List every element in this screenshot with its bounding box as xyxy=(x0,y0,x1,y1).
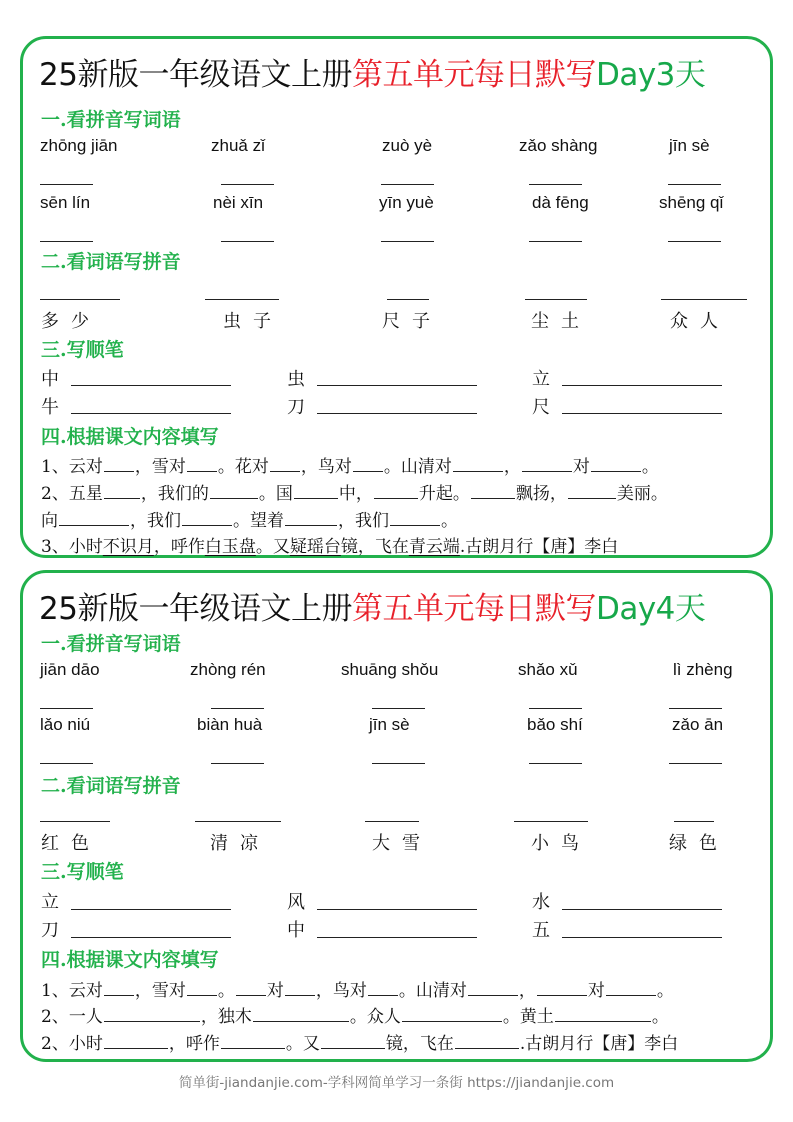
word-prompt: 虫子 xyxy=(223,311,283,332)
answer-line[interactable] xyxy=(525,299,587,300)
answer-line[interactable] xyxy=(372,763,425,764)
section-stroke-order: 三.写顺笔 xyxy=(41,339,124,361)
answer-line[interactable] xyxy=(71,385,231,386)
text-span: ，鸟对 xyxy=(300,457,352,477)
pinyin-prompt: shuāng shǒu xyxy=(341,660,439,679)
fill-blank[interactable] xyxy=(555,1007,651,1022)
answer-line[interactable] xyxy=(372,708,425,709)
pinyin-prompt: jiān dāo xyxy=(40,660,100,679)
fill-blank[interactable] xyxy=(253,1007,349,1022)
text-span: 对 xyxy=(572,457,590,477)
stroke-char: 刀 xyxy=(287,397,305,418)
text-span: 升起。 xyxy=(418,484,470,504)
fill-blank[interactable] xyxy=(568,484,616,499)
section-pinyin-to-words: 一.看拼音写词语 xyxy=(41,633,181,655)
fill-blank[interactable] xyxy=(104,484,140,499)
text-span: 25新版一年级语文上册 xyxy=(39,591,352,627)
worksheet-day3 xyxy=(20,36,773,558)
text-span: 。花对 xyxy=(217,457,269,477)
pinyin-prompt: zǎo shàng xyxy=(519,136,598,155)
fill-blank[interactable] xyxy=(294,484,338,499)
text-span: ，鸟对 xyxy=(315,981,367,1001)
answer-line[interactable] xyxy=(71,413,231,414)
text-span: ，雪对 xyxy=(134,981,186,1001)
word-prompt: 绿色 xyxy=(669,833,729,854)
section-words-to-pinyin: 二.看词语写拼音 xyxy=(41,775,181,797)
answer-line[interactable] xyxy=(669,763,722,764)
fill-line-1 xyxy=(41,976,674,1001)
text-span: 3、小时 xyxy=(41,537,103,557)
text-span: 2、小时 xyxy=(41,1034,103,1054)
worksheet-day4 xyxy=(20,570,773,1062)
section-fill-in: 四.根据课文内容填写 xyxy=(41,426,219,448)
fill-blank[interactable] xyxy=(104,981,134,996)
word-prompt: 众人 xyxy=(670,311,730,332)
answer-line[interactable] xyxy=(365,821,419,822)
stroke-char: 虫 xyxy=(287,369,305,390)
fill-blank[interactable] xyxy=(187,981,217,996)
text-span: 2、一人 xyxy=(41,1007,103,1027)
pinyin-prompt: zhòng rén xyxy=(190,660,266,679)
fill-blank[interactable] xyxy=(606,981,656,996)
pinyin-prompt: biàn huà xyxy=(197,715,263,734)
answer-line[interactable] xyxy=(40,708,93,709)
answer-line[interactable] xyxy=(669,708,722,709)
text-span: 第五单元每日默写 xyxy=(351,57,596,93)
text-span: .古朗月行【唐】李白 xyxy=(519,1034,679,1054)
word-prompt: 小鸟 xyxy=(531,833,591,854)
stroke-char: 水 xyxy=(532,892,550,913)
text-span: 。黄土 xyxy=(502,1007,554,1027)
text-span: 青云端 xyxy=(408,537,460,557)
fill-blank[interactable] xyxy=(522,457,572,472)
stroke-char: 刀 xyxy=(41,920,59,941)
word-prompt: 尺子 xyxy=(382,311,442,332)
fill-blank[interactable] xyxy=(455,1034,519,1049)
fill-blank[interactable] xyxy=(390,511,440,526)
fill-line-4 xyxy=(41,532,618,557)
text-span: 不识月 xyxy=(102,537,154,557)
text-span: ，我们 xyxy=(130,511,181,531)
pinyin-prompt: shǎo xǔ xyxy=(518,660,578,679)
text-span: ， xyxy=(503,457,521,477)
pinyin-prompt: bǎo shí xyxy=(527,715,583,734)
pinyin-prompt: zhuǎ zǐ xyxy=(211,136,265,155)
fill-blank[interactable] xyxy=(537,981,587,996)
answer-line[interactable] xyxy=(562,413,722,414)
fill-line-3 xyxy=(41,1029,678,1054)
text-span: ，独木 xyxy=(200,1007,252,1027)
text-span: 美丽。 xyxy=(616,484,668,504)
fill-blank[interactable] xyxy=(453,457,503,472)
text-span: ，我们 xyxy=(338,511,389,531)
pinyin-prompt: lǎo niú xyxy=(40,715,91,734)
fill-blank[interactable] xyxy=(285,511,337,526)
stroke-char: 立 xyxy=(532,369,550,390)
text-span: 镜，飞在 xyxy=(385,1034,454,1054)
fill-blank[interactable] xyxy=(210,484,258,499)
fill-blank[interactable] xyxy=(104,1007,200,1022)
text-span: ， xyxy=(518,981,536,1001)
fill-blank[interactable] xyxy=(591,457,641,472)
answer-line[interactable] xyxy=(381,241,434,242)
pinyin-prompt: jīn sè xyxy=(369,715,410,734)
text-span: 。 xyxy=(656,981,674,1001)
text-span: Day3天 xyxy=(595,57,706,93)
fill-blank[interactable] xyxy=(468,981,518,996)
text-span: 。 xyxy=(641,457,659,477)
pinyin-prompt: jīn sè xyxy=(669,136,710,155)
answer-line[interactable] xyxy=(562,909,722,910)
text-span: 中， xyxy=(338,484,373,504)
text-span: 疑瑶台 xyxy=(289,537,341,557)
section-stroke-order: 三.写顺笔 xyxy=(41,861,124,883)
answer-line[interactable] xyxy=(71,909,231,910)
answer-line[interactable] xyxy=(40,821,110,822)
site-footer: 简单街-jiandanjie.com-学科网简单学习一条街 https://jiandanjie.com xyxy=(178,1075,615,1091)
answer-line[interactable] xyxy=(529,763,582,764)
stroke-char: 中 xyxy=(41,369,59,390)
answer-line[interactable] xyxy=(40,184,93,185)
pinyin-prompt: zuò yè xyxy=(382,136,433,155)
text-span: 1、云对 xyxy=(41,981,103,1001)
answer-line[interactable] xyxy=(195,821,281,822)
text-span: 。山清对 xyxy=(398,981,467,1001)
text-span: 。众人 xyxy=(349,1007,401,1027)
stroke-char: 五 xyxy=(532,920,550,941)
stroke-char: 立 xyxy=(41,892,59,913)
fill-blank[interactable] xyxy=(221,1034,285,1049)
stroke-char: 风 xyxy=(287,892,305,913)
answer-line[interactable] xyxy=(221,184,274,185)
answer-line[interactable] xyxy=(40,763,93,764)
word-prompt: 清凉 xyxy=(210,833,270,854)
word-prompt: 多少 xyxy=(41,311,101,332)
answer-line[interactable] xyxy=(562,385,722,386)
text-span: 向 xyxy=(41,511,58,531)
pinyin-prompt: sēn lín xyxy=(40,193,91,212)
pinyin-prompt: shēng qǐ xyxy=(659,193,724,212)
text-span: 对 xyxy=(587,981,605,1001)
text-span: 2、五星 xyxy=(41,484,103,504)
text-span: 25新版一年级语文上册 xyxy=(39,57,352,93)
fill-blank[interactable] xyxy=(471,484,515,499)
text-span: ，雪对 xyxy=(134,457,186,477)
fill-blank[interactable] xyxy=(104,1034,168,1049)
fill-line-3 xyxy=(41,506,458,531)
text-span: 第五单元每日默写 xyxy=(351,591,596,627)
stroke-char: 中 xyxy=(287,920,305,941)
text-span: ，呼作 xyxy=(153,537,205,557)
fill-blank[interactable] xyxy=(285,981,315,996)
word-prompt: 大雪 xyxy=(372,833,432,854)
worksheet-title xyxy=(39,583,705,628)
answer-line[interactable] xyxy=(529,241,582,242)
section-fill-in: 四.根据课文内容填写 xyxy=(41,949,219,971)
answer-line[interactable] xyxy=(211,763,264,764)
fill-line-1 xyxy=(41,452,659,477)
answer-line[interactable] xyxy=(40,241,93,242)
text-span: 。又 xyxy=(285,1034,320,1054)
pinyin-prompt: zǎo ān xyxy=(672,715,724,734)
text-span: 白玉盘 xyxy=(204,537,256,557)
text-span: 。望着 xyxy=(233,511,284,531)
stroke-char: 牛 xyxy=(41,397,59,418)
fill-blank[interactable] xyxy=(270,457,300,472)
fill-line-2 xyxy=(41,479,668,504)
answer-line[interactable] xyxy=(317,937,477,938)
text-span: Day4天 xyxy=(595,591,706,627)
pinyin-prompt: yīn yuè xyxy=(379,193,434,212)
answer-line[interactable] xyxy=(317,385,477,386)
stroke-char: 尺 xyxy=(532,397,550,418)
text-span: 。又 xyxy=(255,537,290,557)
text-span: ，我们的 xyxy=(140,484,209,504)
text-span: 镜，飞在 xyxy=(340,537,409,557)
text-span: ，呼作 xyxy=(168,1034,220,1054)
answer-line[interactable] xyxy=(514,821,588,822)
text-span: 。 xyxy=(217,981,235,1001)
worksheet-title xyxy=(39,49,705,94)
answer-line[interactable] xyxy=(529,708,582,709)
fill-blank[interactable] xyxy=(236,981,266,996)
fill-blank[interactable] xyxy=(321,1034,385,1049)
answer-line[interactable] xyxy=(674,821,714,822)
pinyin-prompt: dà fēng xyxy=(532,193,589,212)
answer-line[interactable] xyxy=(317,909,477,910)
text-span: 对 xyxy=(266,981,284,1001)
answer-line[interactable] xyxy=(668,241,721,242)
fill-blank[interactable] xyxy=(374,484,418,499)
word-prompt: 尘土 xyxy=(531,311,591,332)
fill-line-2 xyxy=(41,1002,669,1027)
answer-line[interactable] xyxy=(205,299,279,300)
word-prompt: 红色 xyxy=(41,833,101,854)
pinyin-prompt: lì zhèng xyxy=(673,660,733,679)
answer-line[interactable] xyxy=(562,937,722,938)
answer-line[interactable] xyxy=(381,184,434,185)
text-span: 。 xyxy=(651,1007,669,1027)
text-span: .古朗月行【唐】李白 xyxy=(459,537,619,557)
answer-line[interactable] xyxy=(529,184,582,185)
text-span: 。山清对 xyxy=(383,457,452,477)
text-span: 。 xyxy=(441,511,458,531)
answer-line[interactable] xyxy=(668,184,721,185)
answer-line[interactable] xyxy=(317,413,477,414)
section-words-to-pinyin: 二.看词语写拼音 xyxy=(41,251,181,273)
text-span: 。国 xyxy=(258,484,293,504)
section-pinyin-to-words: 一.看拼音写词语 xyxy=(41,109,181,131)
fill-blank[interactable] xyxy=(368,981,398,996)
fill-blank[interactable] xyxy=(182,511,232,526)
answer-line[interactable] xyxy=(40,299,120,300)
fill-blank[interactable] xyxy=(353,457,383,472)
answer-line[interactable] xyxy=(387,299,429,300)
fill-blank[interactable] xyxy=(402,1007,502,1022)
text-span: 飘扬， xyxy=(515,484,567,504)
fill-blank[interactable] xyxy=(104,457,134,472)
answer-line[interactable] xyxy=(71,937,231,938)
answer-line[interactable] xyxy=(661,299,747,300)
answer-line[interactable] xyxy=(211,708,264,709)
pinyin-prompt: nèi xīn xyxy=(213,193,264,212)
text-span: 1、云对 xyxy=(41,457,103,477)
answer-line[interactable] xyxy=(221,241,274,242)
fill-blank[interactable] xyxy=(187,457,217,472)
pinyin-prompt: zhōng jiān xyxy=(40,136,118,155)
fill-blank[interactable] xyxy=(59,511,129,526)
